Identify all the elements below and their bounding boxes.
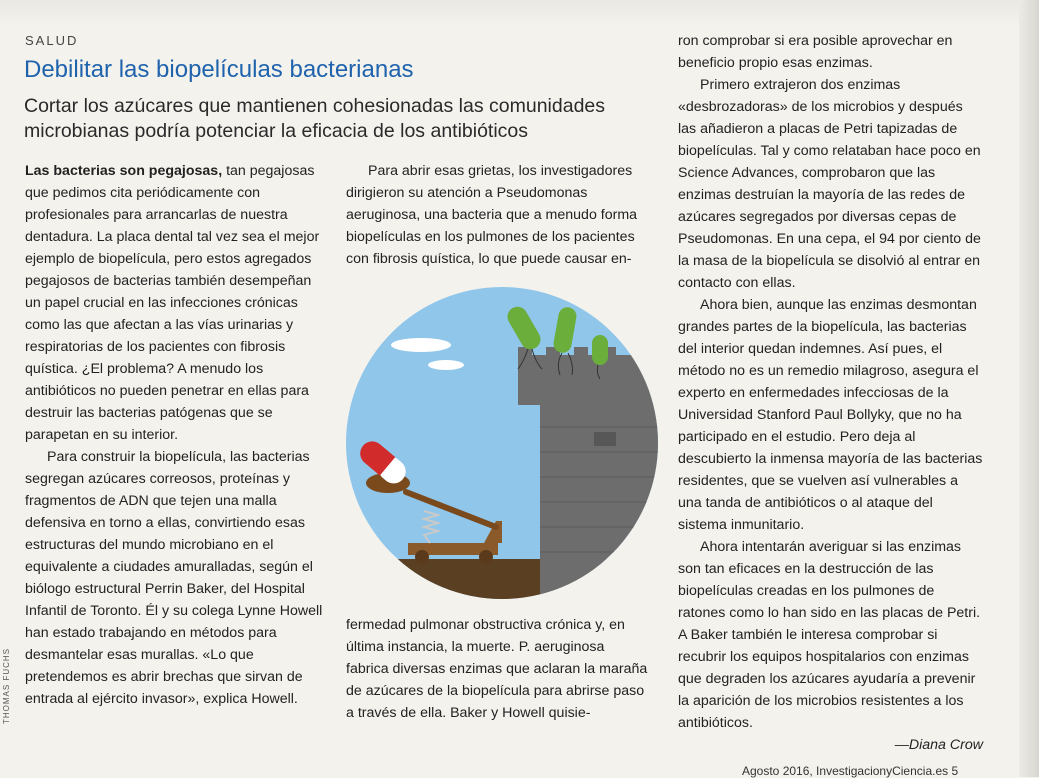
page-edge	[1019, 0, 1039, 777]
paragraph-7: Ahora bien, aunque las enzimas desmontan grandes partes de la biopelícula, las bacterias del interior quedan indemnes. Así pues, el método no es un remedio milagroso, asegura el experto en enfermedades infecciosas de la Universidad Stanford Paul Bollyky, que no ha participado en el estudio. Pero deja al descubierto la inmensa mayoría de las bacterias residentes, que se vuelven así vulnerables a una tanda de antibióticos o al ataque del sistema inmunitario.	[678, 297, 983, 533]
cloud-icon	[428, 360, 464, 370]
author: —Diana Crow	[894, 737, 983, 753]
signature-line	[678, 734, 983, 756]
paragraph-6: Primero extrajeron dos enzimas «desbrozadoras» de los microbios y después las añadieron a placas de Petri tapizadas de biopelículas. Tal y como relataban hace poco en Science Advances, comprobaron que las enzimas destruían la mayoría de las redes de azúcares segregados por diversas cepas de Pseudomonas. En una cepa, el 94 por ciento de la masa de la biopelícula se disolvió al entrar en contacto con ellas.	[678, 77, 981, 291]
column-3	[678, 30, 983, 756]
article-subtitle: Cortar los azúcares que mantienen cohesionadas las comunidades microbianas podría potenciar la eficacia de los antibióticos	[24, 95, 606, 142]
paragraph-2: Para construir la biopelícula, las bacterias segregan azúcares correosos, proteínas y fragmentos de ADN que tejen una malla defensiva en torno a ellas, convirtiendo esas estructuras del mundo microbiano en el equivalente a ciudades amuralladas, según el biólogo estructural Perrin Baker, del Hospital Infantil de Toronto. Él y su colega Lynne Howell han estado trabajando en métodos para desmantelar esas murallas. «Lo que pretendemos es abrir brechas que sirvan de entrada al ejército invasor», explica Howell.	[25, 449, 323, 707]
column-2-bottom	[346, 614, 648, 724]
catapult-illustration	[346, 287, 658, 599]
paragraph-5: ron comprobar si era posible aprovechar en beneficio propio esas enzimas.	[678, 33, 953, 71]
paragraph-3: Para abrir esas grietas, los investigadores dirigieron su atención a Pseudomonas aeruginosa, una bacteria que a menudo forma biopelículas en los pulmones de los pacientes con fibrosis quística, lo que puede causar en-	[346, 163, 638, 267]
paragraph-1	[25, 160, 325, 446]
illustration-credit: THOMAS FUCHS	[2, 648, 11, 724]
ground	[346, 559, 658, 599]
column-2-top	[346, 160, 648, 270]
paragraph-8: Ahora intentarán averiguar si las enzimas son tan eficaces en la destrucción de las biopelículas creadas en los pulmones de ratones como lo han sido en las placas de Petri. A Baker también le interesa comprobar si recubrir los equipos hospitalarios con enzimas que degraden los azúcares ayudaría a prevenir la aparición de los microbios resistentes a los antibióticos.	[678, 539, 981, 731]
paragraph-1-text: tan pegajosas que pedimos cita periódicamente con profesionales para arrancarlas de nuestra dentadura. La placa dental tal vez sea el mejor ejemplo de biopelícula, pero estos agregados pegajosos de bacterias también desempeñan un papel crucial en las infecciones crónicas como las que afectan a las vías urinarias y respiratorias de los pacientes con fibrosis quística. ¿El problema? A menudo los antibióticos no pueden penetrar en ellas para destruir las bacterias patógenas que se parapetan en su interior.	[25, 163, 320, 443]
article-title: Debilitar las biopelículas bacterianas	[24, 56, 414, 83]
section-label: SALUD	[25, 33, 79, 48]
previous-page-bleed	[0, 0, 1020, 26]
paragraph-4: fermedad pulmonar obstructiva crónica y, en última instancia, la muerte. P. aeruginosa fabrica diversas enzimas que aclaran la maraña de azúcares de la biopelícula para abrirse paso a través de ella. Baker y Howell quisie-	[346, 617, 648, 721]
lead-in: Las bacterias son pegajosas,	[25, 163, 223, 179]
cloud-icon	[391, 338, 451, 352]
wall-breach	[594, 432, 616, 446]
column-1	[25, 160, 325, 710]
page-footer: Agosto 2016, InvestigacionyCiencia.es 5	[742, 764, 959, 778]
